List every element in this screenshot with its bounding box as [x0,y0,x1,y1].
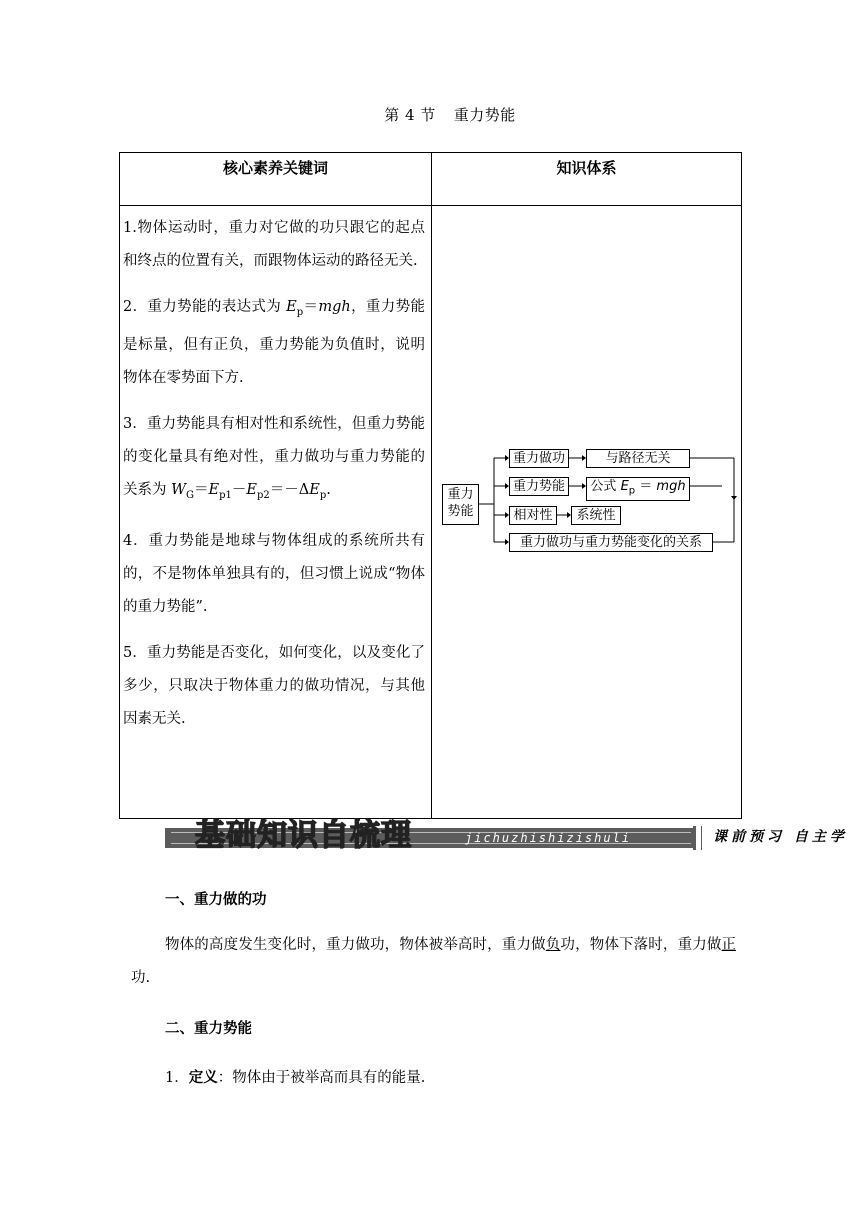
root-box: 重力 势能 [442,484,479,525]
box-work-energy-relation: 重力做功与重力势能变化的关系 [509,533,713,552]
knowledge-diagram [442,444,742,564]
header-keywords: 核心素养关键词 [120,153,432,206]
keyword-point-1: 1.物体运动时，重力对它做的功只跟它的起点和终点的位置有关，而跟物体运动的路径无关. [123,220,425,269]
keywords-cell [120,206,432,819]
keyword-point-3: 3．重力势能具有相对性和系统性，但重力势能的变化量具有绝对性，重力做功与重力势能的关系为 $W_G=E_{p1}-E_{p2}=-\Delta E_p$. [123,415,425,501]
page-title [0,104,860,125]
banner-title: 基础知识自梳理 [195,818,412,853]
header-knowledge: 知识体系 [432,153,742,206]
heading-potential-energy: 二、重力势能 [165,1021,252,1037]
box-gravity-work: 重力做功 [509,449,569,468]
paragraph-gravity-work: 物体的高度发生变化时，重力做功，物体被举高时，重力做负功，物体下落时，重力做正功. [131,937,737,986]
definition-line: 1．定义：物体由于被举高而具有的能量. [165,1070,426,1086]
box-potential-energy: 重力势能 [509,477,569,496]
banner-subtitle: 课前预习 自主学 [713,829,848,845]
banner-pinyin: jichuzhishizishuli [465,831,632,845]
keyword-point-4: 4．重力势能是地球与物体组成的系统所共有的，不是物体单独具有的，但习惯上说成“物体的重力势能”. [123,532,425,615]
summary-table [119,152,742,819]
blank-negative: 负 [545,937,561,953]
blank-positive: 正 [721,937,737,953]
section-name: 重力势能 [453,106,516,124]
box-path-independent: 与路径无关 [586,449,690,468]
heading-gravity-work: 一、重力做的功 [165,892,267,908]
keyword-point-2: 2．重力势能的表达式为 $E_p=mgh$，重力势能是标量，但有正负，重力势能为负值时，说明物体在零势面下方. [123,299,426,386]
keyword-point-5: 5．重力势能是否变化，如何变化，以及变化了多少，只取决于物体重力的做功情况，与其他因素无关. [123,644,425,727]
knowledge-cell [432,206,742,819]
box-systemic: 系统性 [571,506,621,525]
section-banner [165,818,860,854]
box-relativity: 相对性 [509,506,557,525]
section-number: 第 4 节 [384,106,436,124]
box-formula: 公式 $E_p$ ＝ mgh [586,477,690,501]
